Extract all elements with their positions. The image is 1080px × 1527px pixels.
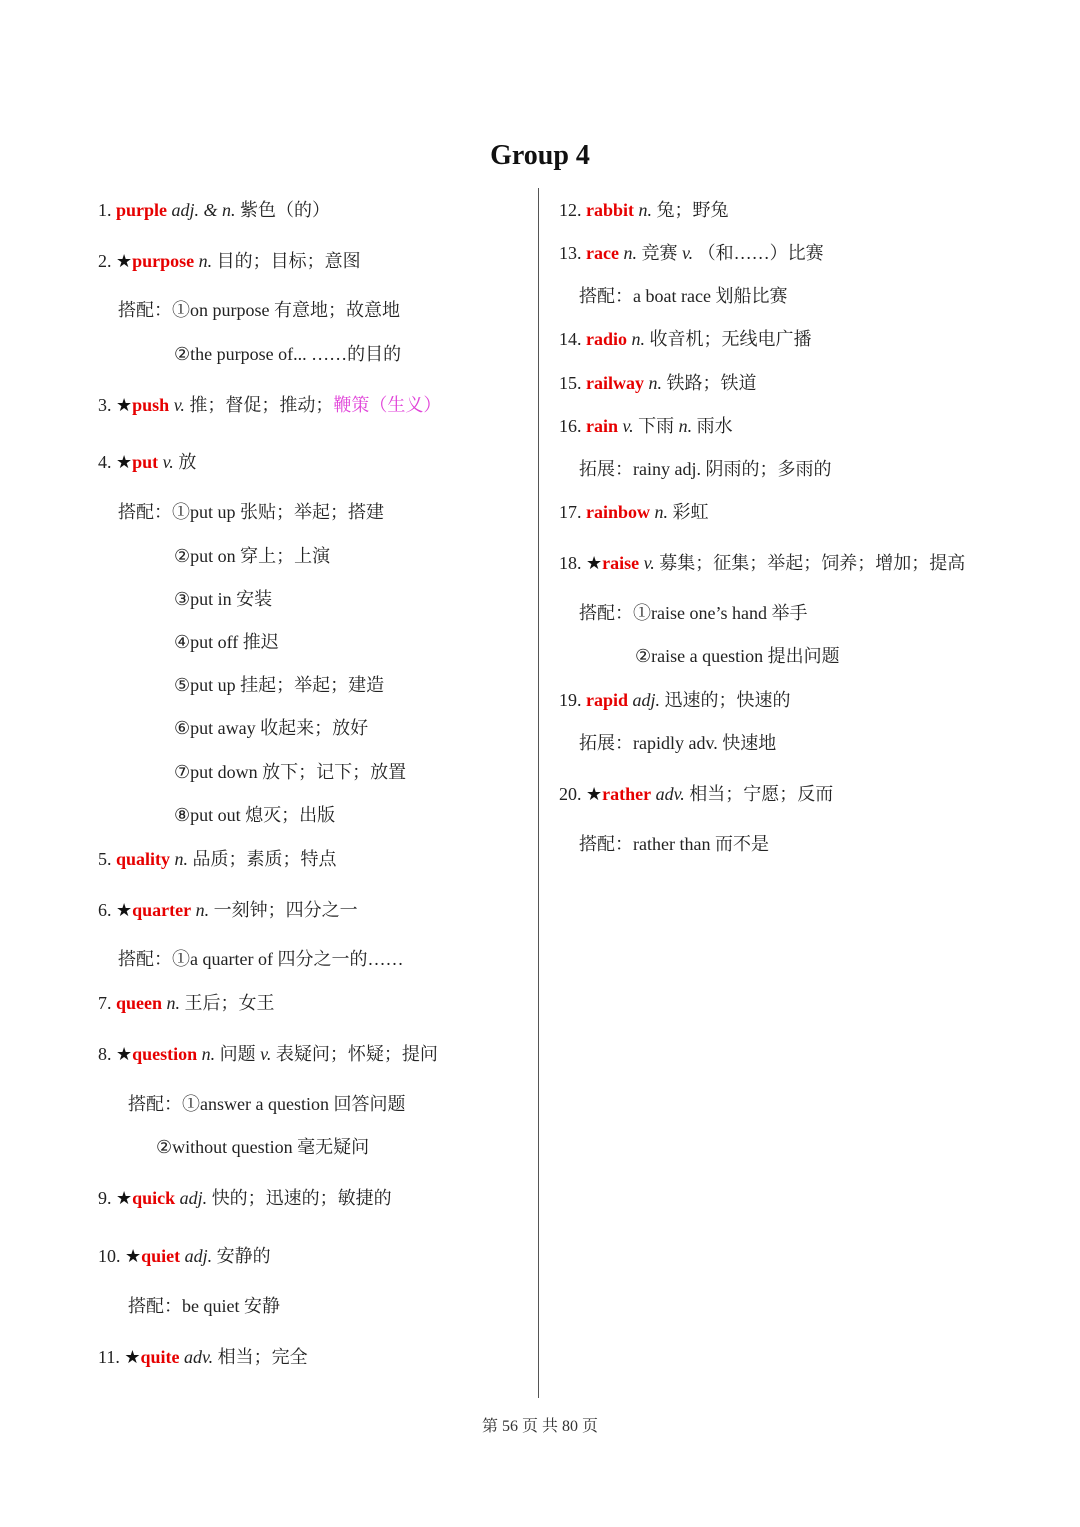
part-of-speech: adj. & n. xyxy=(167,200,241,220)
meaning: 收音机；无线电广播 xyxy=(649,329,812,349)
headword: rather xyxy=(602,784,652,804)
part-of-speech: n. xyxy=(197,1044,220,1064)
part-of-speech: v. xyxy=(618,416,639,436)
part-of-speech: n. xyxy=(650,502,673,522)
vocab-entry xyxy=(559,782,833,806)
meaning: 彩虹 xyxy=(672,502,709,522)
collocation-note: 搭配：①raise one’s hand 举手 xyxy=(579,603,808,623)
entry-number: 19. xyxy=(559,690,586,710)
headword: purpose xyxy=(132,251,195,271)
star-icon: ★ xyxy=(116,900,133,920)
entry-number: 3. xyxy=(98,395,116,415)
part-of-speech: adj. xyxy=(175,1188,212,1208)
meaning: 王后；女王 xyxy=(184,993,275,1013)
meaning: 推；督促；推动； xyxy=(189,395,334,415)
meaning: 安静的 xyxy=(216,1246,271,1266)
star-icon: ★ xyxy=(586,553,603,573)
vocab-entry xyxy=(559,414,733,438)
entry-number: 9. xyxy=(98,1188,116,1208)
entry-number: 14. xyxy=(559,329,586,349)
collocation-note: 拓展：rapidly adv. 快速地 xyxy=(579,733,777,753)
page-title: Group 4 xyxy=(490,140,590,171)
collocation-note: ②without question 毫无疑问 xyxy=(156,1137,370,1157)
meaning: 迅速的；快速的 xyxy=(664,690,791,710)
headword: rainbow xyxy=(586,502,651,522)
collocation-note: 搭配：be quiet 安静 xyxy=(128,1296,280,1316)
star-icon: ★ xyxy=(116,395,133,415)
part-of-speech: n. xyxy=(674,416,697,436)
part-of-speech: v. xyxy=(169,395,190,415)
star-icon: ★ xyxy=(116,1044,133,1064)
part-of-speech: adj. xyxy=(180,1246,217,1266)
entry-number: 8. xyxy=(98,1044,116,1064)
part-of-speech: v. xyxy=(158,452,179,472)
part-of-speech: n. xyxy=(194,251,217,271)
vocab-entry xyxy=(98,393,441,417)
meaning: 紫色（的） xyxy=(240,200,331,220)
vocab-entry xyxy=(98,450,196,474)
star-icon: ★ xyxy=(125,1246,142,1266)
entry-number: 10. xyxy=(98,1246,125,1266)
part-of-speech: n. xyxy=(191,900,214,920)
headword: rabbit xyxy=(586,200,635,220)
star-icon: ★ xyxy=(116,1188,133,1208)
vocab-entry xyxy=(98,249,361,273)
part-of-speech: n. xyxy=(634,200,657,220)
collocation-note: ②put on 穿上；上演 xyxy=(174,546,331,566)
part-of-speech: n. xyxy=(627,329,650,349)
headword: railway xyxy=(586,373,644,393)
collocation-note: ⑧put out 熄灭；出版 xyxy=(174,805,336,825)
vocab-entry xyxy=(559,198,729,222)
collocation-note: ②raise a question 提出问题 xyxy=(635,646,840,666)
entry-number: 1. xyxy=(98,200,116,220)
headword: race xyxy=(586,243,619,263)
meaning: 一刻钟；四分之一 xyxy=(213,900,358,920)
headword: quality xyxy=(116,849,171,869)
vocab-entry xyxy=(559,500,709,524)
meaning: 募集；征集；举起；饲养；增加；提高 xyxy=(659,553,966,573)
collocation-note: ⑥put away 收起来；放好 xyxy=(174,718,369,738)
headword: quiet xyxy=(141,1246,181,1266)
collocation-note: 搭配：①answer a question 回答问题 xyxy=(128,1094,406,1114)
part-of-speech: n. xyxy=(162,993,185,1013)
part-of-speech: adv. xyxy=(179,1347,218,1367)
entry-number: 15. xyxy=(559,373,586,393)
meaning: 铁路；铁道 xyxy=(666,373,757,393)
meaning: 相当；完全 xyxy=(217,1347,308,1367)
meaning: 兔；野兔 xyxy=(656,200,729,220)
headword: radio xyxy=(586,329,628,349)
headword: purple xyxy=(116,200,168,220)
vocab-entry xyxy=(559,241,824,265)
meaning: 竞赛 xyxy=(641,243,678,263)
part-of-speech: n. xyxy=(170,849,193,869)
collocation-note: ④put off 推迟 xyxy=(174,632,279,652)
headword: quite xyxy=(140,1347,180,1367)
entry-number: 16. xyxy=(559,416,586,436)
meaning: 放 xyxy=(178,452,197,472)
entry-number: 2. xyxy=(98,251,116,271)
vocab-entry xyxy=(98,198,330,222)
entry-number: 17. xyxy=(559,502,586,522)
meaning: 下雨 xyxy=(638,416,675,436)
collocation-note: ③put in 安装 xyxy=(174,589,273,609)
part-of-speech: v. xyxy=(677,243,698,263)
vocab-entry xyxy=(98,847,337,871)
collocation-note: ⑤put up 挂起；举起；建造 xyxy=(174,675,385,695)
star-icon: ★ xyxy=(124,1347,141,1367)
headword: raise xyxy=(602,553,640,573)
entry-number: 12. xyxy=(559,200,586,220)
star-icon: ★ xyxy=(586,784,603,804)
collocation-note: 搭配：①a quarter of 四分之一的…… xyxy=(118,949,404,969)
entry-number: 18. xyxy=(559,553,586,573)
headword: rain xyxy=(586,416,619,436)
vocab-entry xyxy=(559,551,965,575)
headword: question xyxy=(132,1044,198,1064)
headword: put xyxy=(132,452,159,472)
collocation-note: ⑦put down 放下；记下；放置 xyxy=(174,762,407,782)
column-divider xyxy=(538,188,539,1398)
part-of-speech: n. xyxy=(644,373,667,393)
vocab-entry xyxy=(98,991,275,1015)
part-of-speech: adj. xyxy=(628,690,665,710)
meaning: 目的；目标；意图 xyxy=(216,251,361,271)
entry-number: 4. xyxy=(98,452,116,472)
vocab-entry xyxy=(98,898,358,922)
star-icon: ★ xyxy=(116,251,133,271)
collocation-note: 拓展：rainy adj. 阴雨的；多雨的 xyxy=(579,459,832,479)
vocab-entry xyxy=(98,1186,392,1210)
entry-number: 6. xyxy=(98,900,116,920)
star-icon: ★ xyxy=(116,452,133,472)
collocation-note: 搭配：①put up 张贴；举起；搭建 xyxy=(118,502,384,522)
headword: rapid xyxy=(586,690,629,710)
vocab-entry xyxy=(559,688,791,712)
headword: push xyxy=(132,395,170,415)
entry-number: 11. xyxy=(98,1347,125,1367)
vocab-entry xyxy=(559,371,757,395)
collocation-note: 搭配：rather than 而不是 xyxy=(579,834,769,854)
page-footer: 第 56 页 共 80 页 xyxy=(481,1418,598,1435)
part-of-speech: v. xyxy=(639,553,660,573)
vocab-entry xyxy=(98,1345,308,1369)
meaning: 问题 xyxy=(219,1044,256,1064)
part-of-speech: adv. xyxy=(651,784,690,804)
collocation-note: 搭配：a boat race 划船比赛 xyxy=(579,286,788,306)
meaning: （和……）比赛 xyxy=(697,243,824,263)
meaning: 雨水 xyxy=(696,416,733,436)
part-of-speech: v. xyxy=(255,1044,276,1064)
meaning: 快的；迅速的；敏捷的 xyxy=(211,1188,392,1208)
entry-number: 20. xyxy=(559,784,586,804)
headword: quarter xyxy=(132,900,192,920)
collocation-note: ②the purpose of... ……的目的 xyxy=(174,344,402,364)
entry-number: 7. xyxy=(98,993,116,1013)
meaning: 表疑问；怀疑；提问 xyxy=(275,1044,438,1064)
headword: quick xyxy=(132,1188,176,1208)
entry-number: 5. xyxy=(98,849,116,869)
collocation-note: 搭配：①on purpose 有意地；故意地 xyxy=(118,300,400,320)
vocab-entry xyxy=(559,327,812,351)
vocab-entry xyxy=(98,1042,438,1066)
meaning: 相当；宁愿；反而 xyxy=(689,784,834,804)
extended-meaning: 鞭策（生义） xyxy=(333,395,442,415)
headword: queen xyxy=(116,993,163,1013)
meaning: 品质；素质；特点 xyxy=(192,849,337,869)
entry-number: 13. xyxy=(559,243,586,263)
part-of-speech: n. xyxy=(618,243,642,263)
vocab-entry xyxy=(98,1244,271,1268)
